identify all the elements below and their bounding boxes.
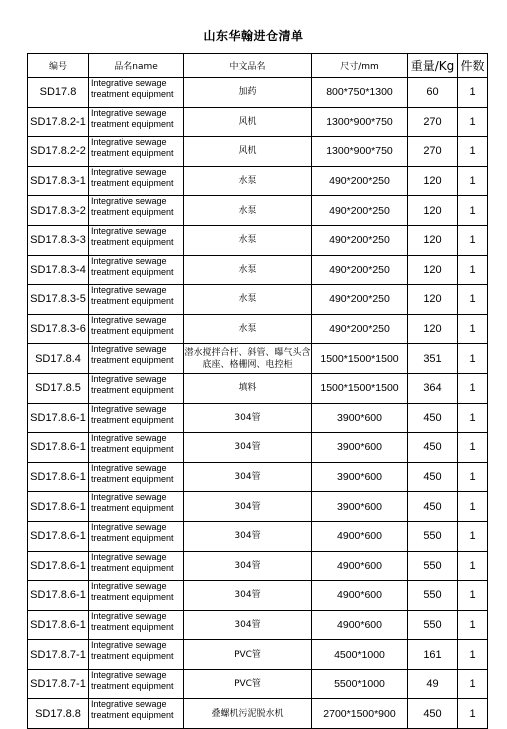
cell-weight: 120	[408, 255, 458, 285]
cell-name-cn: PVC管	[184, 669, 312, 699]
cell-count: 1	[458, 344, 488, 374]
cell-name-cn: 填料	[184, 373, 312, 403]
cell-name-en	[89, 137, 184, 167]
cell-weight: 450	[408, 403, 458, 433]
cell-size: 1300*900*750	[312, 137, 408, 167]
cell-code: SD17.8.6-1	[28, 462, 89, 492]
cell-size: 1500*1500*1500	[312, 344, 408, 374]
cell-code: SD17.8.8	[28, 699, 89, 729]
cell-code: SD17.8.3-1	[28, 166, 89, 196]
cell-code: SD17.8.4	[28, 344, 89, 374]
cell-code: SD17.8.6-1	[28, 521, 89, 551]
cell-count: 1	[458, 551, 488, 581]
table-row	[28, 669, 488, 699]
cell-code: SD17.8.6-1	[28, 610, 89, 640]
cell-count: 1	[458, 403, 488, 433]
table-row	[28, 373, 488, 403]
cell-name-cn: 水泵	[184, 314, 312, 344]
header-code: 编号	[28, 54, 89, 78]
cell-weight: 450	[408, 433, 458, 463]
table-row	[28, 462, 488, 492]
name-en-text: Integrative sewage treatment equipment	[91, 78, 174, 99]
cell-count: 1	[458, 521, 488, 551]
cell-code: SD17.8.3-5	[28, 285, 89, 315]
table-row	[28, 521, 488, 551]
cell-code: SD17.8.5	[28, 373, 89, 403]
name-en-text: Integrative sewage treatment equipment	[91, 255, 174, 277]
cell-size: 4900*600	[312, 551, 408, 581]
cell-count: 1	[458, 373, 488, 403]
table-row	[28, 196, 488, 226]
cell-name-en	[89, 403, 184, 433]
cell-code: SD17.8.3-4	[28, 255, 89, 285]
cell-size: 3900*600	[312, 462, 408, 492]
cell-name-cn: 304管	[184, 433, 312, 463]
cell-size: 3900*600	[312, 492, 408, 522]
cell-name-cn: 潜水搅拌合杆、斜管、曝气头含底座、格栅网、电控柜	[184, 344, 312, 374]
cell-code: SD17.8.6-1	[28, 551, 89, 581]
table-row	[28, 344, 488, 374]
cell-name-cn: 304管	[184, 492, 312, 522]
name-en-text: Integrative sewage treatment equipment	[91, 433, 174, 455]
cell-name-en	[89, 521, 184, 551]
cell-size: 4900*600	[312, 581, 408, 611]
cell-name-en	[89, 433, 184, 463]
cell-count: 1	[458, 196, 488, 226]
name-en-text: Integrative sewage treatment equipment	[91, 314, 174, 336]
cell-name-en	[89, 314, 184, 344]
header-size: 尺寸/mm	[312, 54, 408, 78]
table-header-row	[28, 54, 488, 78]
cell-name-en	[89, 581, 184, 611]
name-en-text: Integrative sewage treatment equipment	[91, 669, 174, 691]
table-row	[28, 255, 488, 285]
cell-code: SD17.8.7-1	[28, 640, 89, 670]
cell-weight: 60	[408, 78, 458, 108]
cell-weight: 120	[408, 166, 458, 196]
cell-count: 1	[458, 610, 488, 640]
cell-size: 5500*1000	[312, 669, 408, 699]
name-en-text: Integrative sewage treatment equipment	[91, 492, 174, 514]
cell-size: 1500*1500*1500	[312, 373, 408, 403]
cell-code: SD17.8.6-1	[28, 581, 89, 611]
cell-name-cn: 水泵	[184, 285, 312, 315]
cell-count: 1	[458, 255, 488, 285]
cell-name-cn: 水泵	[184, 255, 312, 285]
cell-count: 1	[458, 699, 488, 729]
name-en-text: Integrative sewage treatment equipment	[91, 137, 174, 159]
table-row	[28, 699, 488, 729]
table-row	[28, 610, 488, 640]
name-en-text: Integrative sewage treatment equipment	[91, 344, 174, 366]
cell-size: 4500*1000	[312, 640, 408, 670]
cell-weight: 120	[408, 196, 458, 226]
document-title: 山东华翰进仓清单	[203, 29, 304, 43]
cell-weight: 550	[408, 521, 458, 551]
header-weight: 重量/Kg	[408, 54, 458, 78]
cell-count: 1	[458, 137, 488, 167]
cell-size: 490*200*250	[312, 255, 408, 285]
cell-code: SD17.8.2-1	[28, 107, 89, 137]
cell-name-en	[89, 462, 184, 492]
cell-code: SD17.8.3-6	[28, 314, 89, 344]
table-row	[28, 78, 488, 108]
cell-name-en	[89, 492, 184, 522]
cell-weight: 120	[408, 314, 458, 344]
name-en-text: Integrative sewage treatment equipment	[91, 699, 174, 721]
cell-name-en	[89, 610, 184, 640]
cell-weight: 49	[408, 669, 458, 699]
name-en-text: Integrative sewage treatment equipment	[91, 373, 174, 395]
cell-count: 1	[458, 433, 488, 463]
cell-name-en	[89, 344, 184, 374]
cell-size: 4900*600	[312, 610, 408, 640]
cell-weight: 270	[408, 137, 458, 167]
cell-size: 1300*900*750	[312, 107, 408, 137]
cell-count: 1	[458, 669, 488, 699]
table-row	[28, 166, 488, 196]
cell-count: 1	[458, 107, 488, 137]
table-row	[28, 433, 488, 463]
name-en-text: Integrative sewage treatment equipment	[91, 196, 174, 218]
cell-weight: 450	[408, 462, 458, 492]
name-en-text: Integrative sewage treatment equipment	[91, 640, 174, 662]
cell-count: 1	[458, 225, 488, 255]
cell-count: 1	[458, 492, 488, 522]
cell-name-cn: 304管	[184, 551, 312, 581]
cell-weight: 450	[408, 492, 458, 522]
cell-code: SD17.8.6-1	[28, 433, 89, 463]
cell-size: 490*200*250	[312, 285, 408, 315]
cell-name-en	[89, 640, 184, 670]
name-en-text: Integrative sewage treatment equipment	[91, 462, 174, 484]
cell-name-cn: 304管	[184, 581, 312, 611]
cell-weight: 550	[408, 551, 458, 581]
cell-name-en	[89, 699, 184, 729]
table-row	[28, 581, 488, 611]
cell-name-en	[89, 196, 184, 226]
table-body	[28, 78, 488, 729]
cell-size: 2700*1500*900	[312, 699, 408, 729]
cell-size: 4900*600	[312, 521, 408, 551]
header-name-en: 品名name	[89, 54, 184, 78]
cell-name-cn: 304管	[184, 462, 312, 492]
cell-weight: 120	[408, 225, 458, 255]
cell-weight: 450	[408, 699, 458, 729]
cell-name-cn: 304管	[184, 403, 312, 433]
cell-name-cn: 风机	[184, 107, 312, 137]
name-en-text: Integrative sewage treatment equipment	[91, 107, 174, 129]
name-en-text: Integrative sewage treatment equipment	[91, 225, 174, 247]
name-en-text: Integrative sewage treatment equipment	[91, 285, 174, 307]
table-row	[28, 137, 488, 167]
cell-count: 1	[458, 166, 488, 196]
cell-code: SD17.8.3-3	[28, 225, 89, 255]
cell-name-cn: PVC管	[184, 640, 312, 670]
name-en-text: Integrative sewage treatment equipment	[91, 581, 174, 603]
cell-code: SD17.8	[28, 78, 89, 108]
cell-count: 1	[458, 285, 488, 315]
cell-name-en	[89, 285, 184, 315]
cell-weight: 270	[408, 107, 458, 137]
cell-code: SD17.8.3-2	[28, 196, 89, 226]
inventory-table	[27, 53, 488, 729]
cell-name-en	[89, 78, 184, 108]
table-row	[28, 225, 488, 255]
table-row	[28, 107, 488, 137]
cell-weight: 364	[408, 373, 458, 403]
cell-name-cn: 304管	[184, 521, 312, 551]
name-en-text: Integrative sewage treatment equipment	[91, 551, 174, 573]
name-en-text: Integrative sewage treatment equipment	[91, 521, 174, 543]
cell-weight: 351	[408, 344, 458, 374]
table-row	[28, 314, 488, 344]
cell-count: 1	[458, 581, 488, 611]
cell-size: 3900*600	[312, 403, 408, 433]
cell-count: 1	[458, 78, 488, 108]
table-row	[28, 551, 488, 581]
cell-name-cn: 水泵	[184, 166, 312, 196]
cell-name-en	[89, 225, 184, 255]
cell-size: 490*200*250	[312, 225, 408, 255]
cell-name-cn: 水泵	[184, 225, 312, 255]
cell-name-cn: 水泵	[184, 196, 312, 226]
cell-name-en	[89, 255, 184, 285]
cell-weight: 120	[408, 285, 458, 315]
table-row	[28, 403, 488, 433]
cell-size: 800*750*1300	[312, 78, 408, 108]
cell-name-en	[89, 669, 184, 699]
cell-size: 490*200*250	[312, 196, 408, 226]
cell-size: 490*200*250	[312, 166, 408, 196]
cell-code: SD17.8.7-1	[28, 669, 89, 699]
name-en-text: Integrative sewage treatment equipment	[91, 403, 174, 425]
table-row	[28, 492, 488, 522]
cell-name-cn: 叠螺机污泥脱水机	[184, 699, 312, 729]
cell-code: SD17.8.6-1	[28, 492, 89, 522]
cell-count: 1	[458, 462, 488, 492]
cell-name-en	[89, 166, 184, 196]
cell-name-en	[89, 107, 184, 137]
cell-weight: 550	[408, 581, 458, 611]
table-row	[28, 640, 488, 670]
cell-weight: 161	[408, 640, 458, 670]
cell-name-en	[89, 551, 184, 581]
cell-size: 3900*600	[312, 433, 408, 463]
cell-count: 1	[458, 314, 488, 344]
cell-size: 490*200*250	[312, 314, 408, 344]
cell-name-cn: 加药	[184, 78, 312, 108]
cell-name-cn: 风机	[184, 137, 312, 167]
cell-name-en	[89, 373, 184, 403]
cell-code: SD17.8.6-1	[28, 403, 89, 433]
cell-name-cn: 304管	[184, 610, 312, 640]
cell-count: 1	[458, 640, 488, 670]
name-en-text: Integrative sewage treatment equipment	[91, 610, 174, 632]
table-row	[28, 285, 488, 315]
header-name-cn: 中文品名	[184, 54, 312, 78]
name-en-text: Integrative sewage treatment equipment	[91, 166, 174, 188]
header-count: 件数	[458, 54, 488, 78]
cell-weight: 550	[408, 610, 458, 640]
cell-code: SD17.8.2-2	[28, 137, 89, 167]
